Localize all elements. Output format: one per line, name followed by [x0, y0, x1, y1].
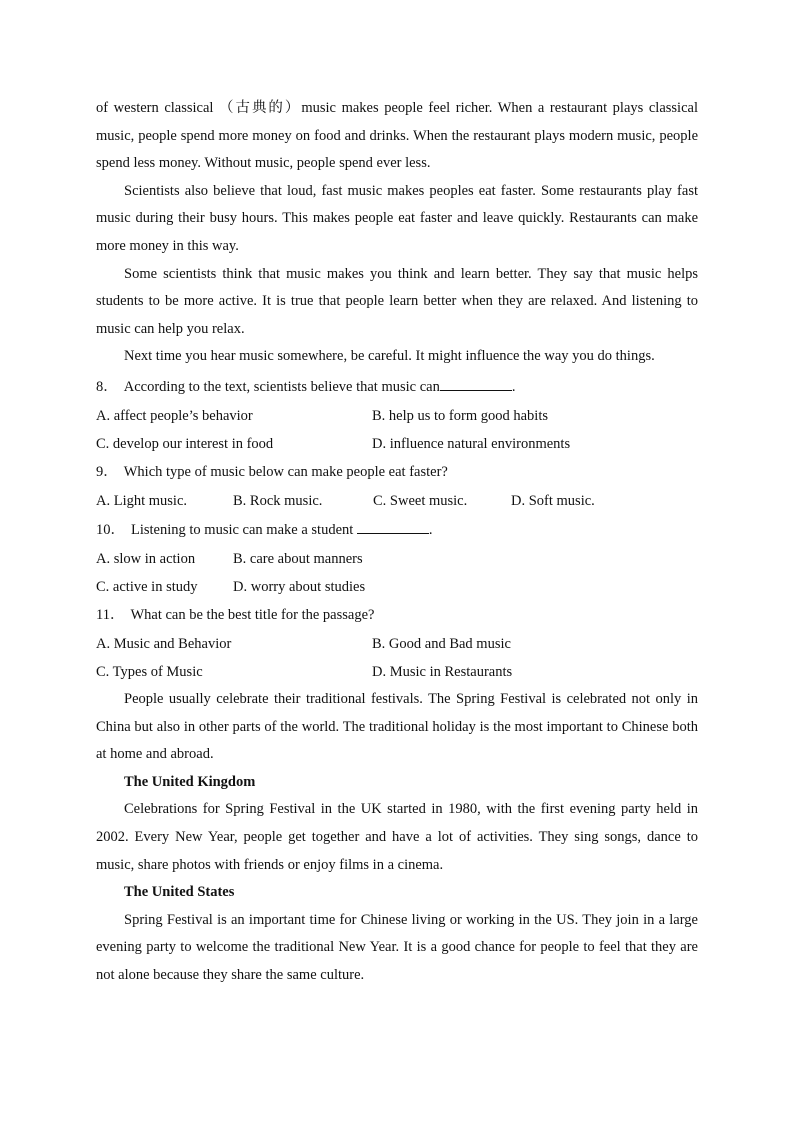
option-a[interactable]: A. slow in action [96, 550, 196, 567]
question-stem: According to the text, scientists believe that music can [123, 378, 440, 395]
option-d[interactable]: D. influence natural environments [372, 435, 571, 452]
option-a[interactable]: A. Music and Behavior [96, 635, 232, 652]
option-d[interactable]: D. Soft music. [511, 492, 595, 509]
options [96, 545, 698, 601]
question-number: 10． [96, 521, 125, 538]
option-c[interactable]: C. develop our interest in food [96, 435, 274, 452]
section-heading-uk: The United Kingdom [124, 773, 256, 790]
question-10: 10． Listening to music can make a student . A. slow in action B. care about manners C. active in study D. worry about studies [96, 516, 698, 601]
passage2-intro: People usually celebrate their traditional festivals. The Spring Festival is celebrated not only in China but also in other parts of the world. The traditional holiday is the most important to Chinese both at home and abroad. [96, 690, 698, 763]
question-8: 8． According to the text, scientists believe that music can . A. affect people’s behavior B. help us to form good habits C. develop our interest in food D. influence natural environments [96, 373, 698, 458]
options [96, 402, 698, 458]
passage1-paragraph-3: Some scientists think that music makes you think and learn better. They say that music helps students to be more active. It is true that people learn better when they are relaxed. And listening to music can help you relax. [96, 265, 698, 337]
question-stem: Which type of music below can make people eat faster? [123, 463, 448, 480]
options [96, 487, 698, 516]
option-d[interactable]: D. worry about studies [233, 578, 366, 595]
question-11 [96, 601, 698, 686]
question-9 [96, 458, 698, 516]
passage2-us-paragraph: Spring Festival is an important time for Chinese living or working in the US. They join in a large evening party to welcome the traditional New Year. It is a good chance for people to feel that they are not alone because they share the same culture. [96, 911, 698, 983]
option-b[interactable]: B. care about manners [233, 550, 363, 567]
answer-blank[interactable] [357, 519, 429, 534]
passage1-paragraph-2: Scientists also believe that loud, fast music makes peoples eat faster. Some restaurants play fast music during their busy hours. This makes people eat faster and leave quickly. Restaurants can make more money in this way. [96, 182, 698, 254]
question-stem: What can be the best title for the passage? [130, 606, 375, 623]
document-page [96, 95, 698, 989]
option-a[interactable]: A. Light music. [96, 492, 188, 509]
passage2-uk-paragraph: Celebrations for Spring Festival in the UK started in 1980, with the first evening party held in 2002. Every New Year, people get together and have a lot of activities. They sing songs, dance to music, share photos with friends or enjoy films in a cinema. [96, 801, 698, 873]
question-stem: Listening to music can make a student [131, 521, 354, 538]
question-number: 9． [96, 463, 118, 480]
options [96, 630, 698, 686]
passage1-paragraph-4: Next time you hear music somewhere, be careful. It might influence the way you do things. [124, 348, 655, 365]
option-b[interactable]: B. help us to form good habits [372, 407, 549, 424]
option-b[interactable]: B. Rock music. [233, 492, 323, 509]
option-b[interactable]: B. Good and Bad music [372, 635, 511, 652]
question-number: 8． [96, 378, 118, 395]
option-d[interactable]: D. Music in Restaurants [372, 663, 513, 680]
section-heading-us: The United States [124, 884, 235, 901]
option-a[interactable]: A. affect people’s behavior [96, 407, 253, 424]
option-c[interactable]: C. Types of Music [96, 663, 203, 680]
question-number: 11． [96, 606, 125, 623]
option-c[interactable]: C. Sweet music. [373, 492, 468, 509]
option-c[interactable]: C. active in study [96, 578, 198, 595]
answer-blank[interactable] [440, 376, 512, 391]
passage1-paragraph-1: of western classical （古典的）music makes people feel richer. When a restaurant plays classical music, people spend more money on food and drinks. When the restaurant plays modern music, people spend less money. Without music, people spend ever less. [96, 100, 698, 172]
